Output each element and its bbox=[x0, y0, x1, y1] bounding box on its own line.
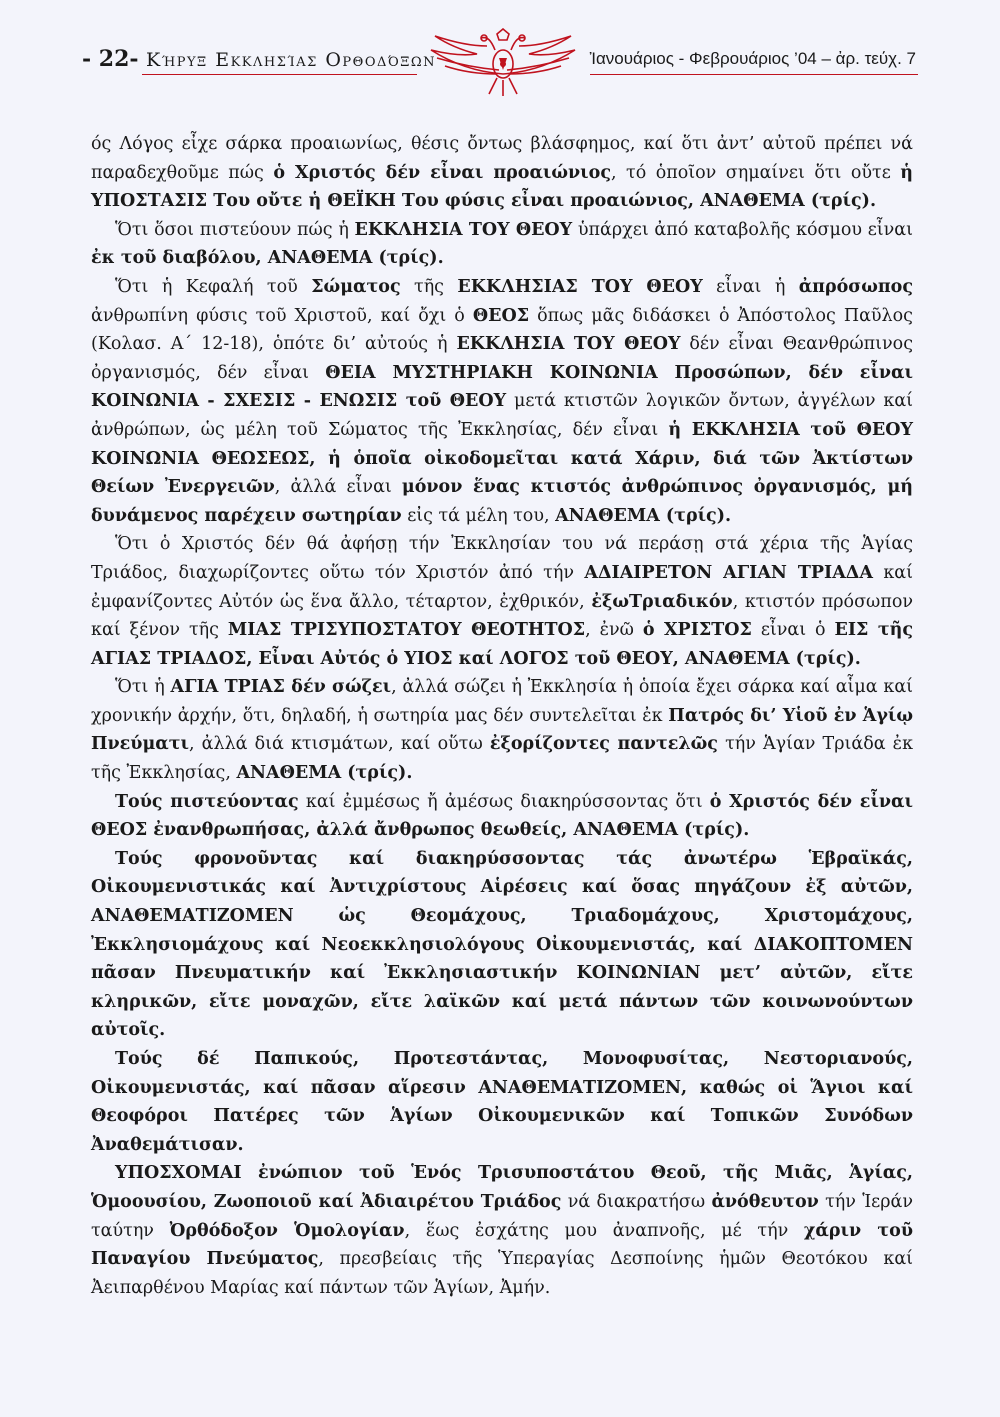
bold-run: ΑΓΙΑ ΤΡΙΑΣ δέν σώζει bbox=[170, 677, 392, 698]
paragraph bbox=[91, 273, 913, 530]
bold-run: ΕΙΣ τῆς ΑΓΙΑΣ ΤΡΙΑΔΟΣ, Εἶναι Αὐτός ὁ ΥΙΟΣ καί ΛΟΓΟΣ τοῦ ΘΕΟΥ, ΑΝΑΘΕΜΑ (τρίς). bbox=[91, 620, 913, 669]
bold-run: ΕΚΚΛΗΣΙΑ ΤΟΥ ΘΕΟΥ bbox=[354, 219, 573, 240]
bold-run: ΕΚΚΛΗΣΙΑΣ ΤΟΥ ΘΕΟΥ bbox=[457, 276, 703, 297]
bold-run: ὁ Χριστός δέν εἶναι προαιώνιος bbox=[273, 162, 611, 183]
text-run: εἰς τά μέλη του, bbox=[401, 505, 556, 526]
issue-info: Ἰανουάριος - Φεβρουάριος ’04 – ἀρ. τεύχ. 7 bbox=[589, 49, 916, 68]
text-run: ὅπως μᾶς διδάσκει ὁ Ἀπόστολος Παῦλος (Κολασ. Α΄ 12-18), ὁπότε δι’ αὐτούς ἡ bbox=[91, 305, 913, 355]
text-run: , ἀλλά σώζει ἡ Ἐκκλησία ἡ ὁποία ἔχει σάρκα καί αἷμα καί χρονικήν ἀρχήν, ὅτι, δηλαδή, ἡ σωτηρία μας δέν συντελεῖται ἐκ bbox=[91, 677, 913, 726]
bold-run: ΑΝΑΘΕΜΑ (τρίς). bbox=[236, 763, 413, 784]
text-run: , ἀλλά εἶναι bbox=[274, 477, 402, 498]
text-run: ἀνθρωπίνη φύσις τοῦ Χριστοῦ, καί ὄχι ὁ bbox=[91, 305, 473, 326]
bold-run: ἡ ΥΠΟΣΤΑΣΙΣ Του οὔτε ἡ ΘΕΪΚΗ Του φύσις εἶναι προαιώνιος, ΑΝΑΘΕΜΑ (τρίς). bbox=[91, 162, 913, 212]
text-run: καί ἐμμέσως ἤ ἀμέσως διακηρύσσοντας ὅτι bbox=[298, 791, 710, 812]
bold-run: ὁ ΧΡΙΣΤΟΣ bbox=[642, 620, 752, 641]
running-header bbox=[82, 28, 918, 98]
bold-run: ΥΠΟΣΧΟΜΑΙ ἐνώπιον τοῦ Ἑνός Τρισυποστάτου Θεοῦ, τῆς Μιᾶς, Ἁγίας, Ὁμοουσίου, Ζωοποιοῦ καί Ἀδιαιρέτου Τριάδος bbox=[91, 1163, 913, 1212]
header-rule-left bbox=[142, 74, 417, 75]
bold-run: ΘΕΙΑ ΜΥΣΤΗΡΙΑΚΗ ΚΟΙΝΩΝΙΑ Προσώπων, δέν εἶναι ΚΟΙΝΩΝΙΑ - ΣΧΕΣΙΣ - ΕΝΩΣΙΣ τοῦ ΘΕΟΥ bbox=[91, 362, 913, 412]
bold-run: ἐξορίζοντες παντελῶς bbox=[489, 734, 718, 755]
bold-run: χάριν τοῦ Παναγίου Πνεύματος bbox=[91, 1220, 913, 1270]
paragraph bbox=[91, 216, 913, 273]
bold-run: Τούς πιστεύοντας bbox=[115, 791, 299, 812]
article-body bbox=[91, 130, 913, 1302]
text-run: , πρεσβείαις τῆς Ὑπεραγίας Δεσποίνης ἡμῶν Θεοτόκου καί Ἀειπαρθένου Μαρίας καί πάντων τῶν Ἁγίων, Ἀμήν. bbox=[91, 1249, 913, 1298]
bold-run: ἀνόθευτον bbox=[711, 1191, 819, 1212]
bold-run: ΑΝΑΘΕΜΑ (τρίς). bbox=[555, 505, 732, 526]
text-run: καί ἐμφανίζοντες Αὐτόν ὡς ἕνα ἄλλο, τέταρτον, ἐχθρικόν, bbox=[91, 562, 913, 612]
bold-run: ὁ Χριστός δέν εἶναι ΘΕΟΣ ἐνανθρωπήσας, ἀλλά ἄνθρωπος θεωθείς, ΑΝΑΘΕΜΑ (τρίς). bbox=[91, 791, 913, 841]
text-run: τήν Ἁγίαν Τριάδα ἐκ τῆς Ἐκκλησίας, bbox=[91, 734, 914, 784]
paragraph bbox=[91, 673, 913, 787]
text-run: , κτιστόν πρόσωπον καί ξένον τῆς bbox=[91, 591, 913, 641]
text-run: , τό ὁποῖον σημαίνει ὅτι οὔτε bbox=[610, 162, 901, 183]
text-run: , ἕως ἐσχάτης μου ἀναπνοῆς, μέ τήν bbox=[404, 1220, 804, 1241]
bold-run: ἡ ΕΚΚΛΗΣΙΑ τοῦ ΘΕΟΥ ΚΟΙΝΩΝΙΑ ΘΕΩΣΕΩΣ, ἡ ὁποῖα οἰκοδομεῖται κατά Χάριν, διά τῶν Ἀκτίστων Θείων Ἐνεργειῶν bbox=[91, 419, 913, 498]
text-run: Ὅτι ἡ bbox=[115, 677, 171, 698]
text-run: μετά κτιστῶν λογικῶν ὄντων, ἀγγέλων καί ἀνθρώπων, ὡς μέλη τοῦ Σώματος τῆς Ἐκκλησίας, δέν εἶναι bbox=[91, 391, 913, 440]
bold-run: ἐξωΤριαδικόν bbox=[591, 591, 733, 612]
paragraph bbox=[91, 845, 913, 1045]
text-run: Ὅτι ὅσοι πιστεύουν πώς ἡ bbox=[115, 219, 355, 240]
text-run: τῆς bbox=[400, 276, 458, 297]
text-run: εἶναι ἡ bbox=[702, 276, 799, 297]
bold-run: ΜΙΑΣ ΤΡΙΣΥΠΟΣΤΑΤΟΥ ΘΕΟΤΗΤΟΣ bbox=[227, 620, 586, 641]
text-run: νά διακρατήσω bbox=[561, 1191, 712, 1212]
paragraph bbox=[91, 1159, 913, 1302]
text-run: ός Λόγος εἶχε σάρκα προαιωνίως, θέσις ὄντως βλάσφημος, καί ὅτι ἀντ’ αὐτοῦ πρέπει νά παραδεχθοῦμε πώς bbox=[91, 134, 913, 183]
journal-title: Κήρυξ Εκκλησίας Ορθοδόξων bbox=[146, 49, 437, 71]
double-headed-eagle-icon bbox=[417, 28, 589, 98]
text-run: , ἀλλά διά κτισμάτων, καί οὕτω bbox=[188, 734, 490, 755]
bold-run: Πατρός δι’ Υἱοῦ ἐν Ἁγίῳ Πνεύματι bbox=[91, 705, 914, 755]
text-run: , ἐνῶ bbox=[585, 620, 643, 641]
bold-run: μόνον ἕνας κτιστός ἀνθρώπινος ὀργανισμός, μή δυνάμενος παρέχειν σωτηρίαν bbox=[91, 477, 913, 526]
bold-run: Τούς δέ Παπικούς, Προτεστάντας, Μονοφυσίτας, Νεστοριανούς, Οἰκουμενιστάς, καί πᾶσαν αἵρεσιν ΑΝΑΘΕΜΑΤΙΖΟΜΕΝ, καθώς οἱ Ἅγιοι καί Θεοφόροι Πατέρες τῶν Ἁγίων Οἰκουμενικῶν καί Τοπικῶν Συνόδων Ἀναθεμάτισαν. bbox=[91, 1049, 913, 1155]
bold-run: Σώματος bbox=[311, 276, 401, 297]
text-run: Ὅτι ἡ Κεφαλή τοῦ bbox=[115, 276, 312, 297]
bold-run: ΑΔΙΑΙΡΕΤΟΝ ΑΓΙΑΝ ΤΡΙΑΔΑ bbox=[584, 562, 873, 583]
paragraph bbox=[91, 130, 913, 216]
text-run: Ὅτι ὁ Χριστός δέν θά ἀφήσῃ τήν Ἐκκλησίαν του νά περάσῃ στά χέρια τῆς Ἁγίας Τριάδος, διαχωρίζοντες οὕτω τόν Χριστόν ἀπό τήν bbox=[91, 534, 913, 583]
paragraph bbox=[91, 788, 913, 845]
page-number: - 22- bbox=[82, 46, 139, 72]
bold-run: ΕΚΚΛΗΣΙΑ ΤΟΥ ΘΕΟΥ bbox=[456, 334, 681, 355]
text-run: δέν εἶναι Θεανθρώπινος ὀργανισμός, δέν εἶναι bbox=[91, 334, 913, 383]
bold-run: Ὀρθόδοξον Ὁμολογίαν bbox=[169, 1220, 405, 1241]
header-rule-right bbox=[590, 74, 918, 75]
bold-run: Τούς φρονοῦντας καί διακηρύσσοντας τάς ἀνωτέρω Ἑβραϊκάς, Οἰκουμενιστικάς καί Ἀντιχρίστους Αἱρέσεις καί ὅσας πηγάζουν ἐξ αὐτῶν, ΑΝΑΘΕΜΑΤΙΖΟΜΕΝ ὡς Θεομάχους, Τριαδομάχους, Χριστομάχους, Ἐκκλησιομάχους καί Νεοεκκλησιολόγους Οἰκουμενιστάς, καί ΔΙΑΚΟΠΤΟΜΕΝ πᾶσαν Πνευματικήν καί Ἐκκλησιαστικήν ΚΟΙΝΩΝΙΑΝ μετ’ αὐτῶν, εἴτε κληρικῶν, εἴτε μοναχῶν, εἴτε λαϊκῶν καί μετά πάντων τῶν κοινωνούντων αὐτοῖς. bbox=[91, 848, 913, 1041]
paragraph bbox=[91, 1045, 913, 1159]
paragraph bbox=[91, 530, 913, 673]
bold-run: ἐκ τοῦ διαβόλου, ΑΝΑΘΕΜΑ (τρίς). bbox=[91, 248, 444, 269]
text-run: ὑπάρχει ἀπό καταβολῆς κόσμου εἶναι bbox=[572, 219, 913, 240]
bold-run: ἀπρόσωπος bbox=[798, 276, 914, 297]
text-run: τήν Ἱεράν ταύτην bbox=[91, 1191, 913, 1241]
text-run: εἶναι ὁ bbox=[751, 620, 835, 641]
bold-run: ΘΕΟΣ bbox=[472, 305, 530, 326]
